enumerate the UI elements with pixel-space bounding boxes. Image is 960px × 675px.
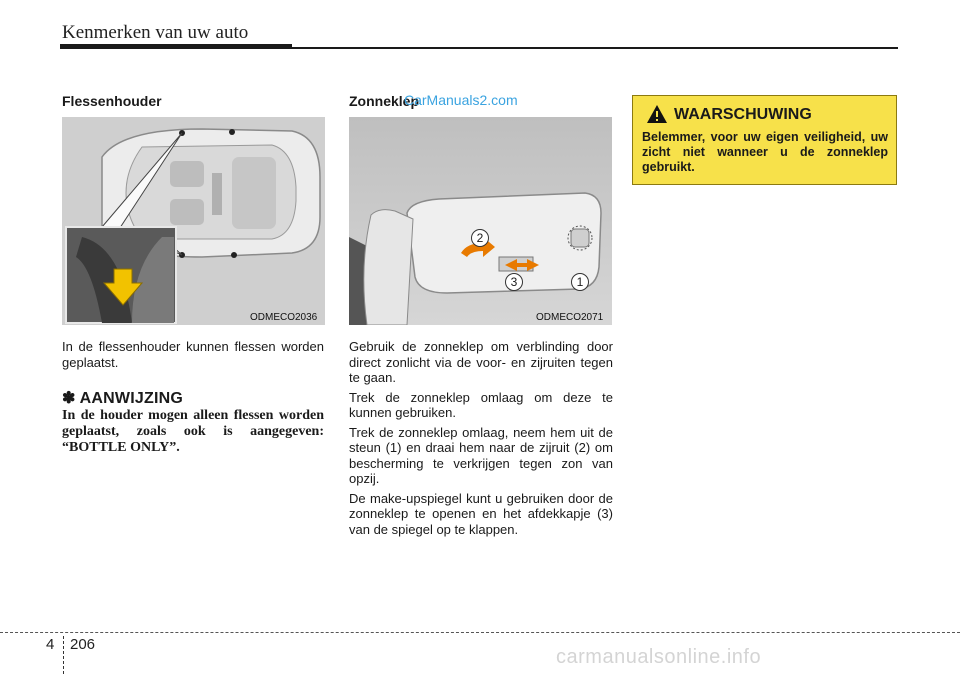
car-topview-illustration	[62, 117, 325, 325]
section-title-bottle-holder: Flessenhouder	[62, 93, 162, 109]
sun-visor-illustration	[349, 117, 612, 325]
section-title-sun-visor: Zonneklep	[349, 93, 420, 109]
watermark-bottom: carmanualsonline.info	[556, 646, 762, 668]
bottle-holder-paragraph	[62, 339, 324, 374]
note-body: In de houder mogen alleen flessen worden geplaatst, zoals ook is aangegeven: “BOTTLE ONLY”.	[62, 408, 324, 455]
footer-dashed-divider	[63, 636, 64, 674]
page-header-title: Kenmerken van uw auto	[62, 22, 249, 43]
sun-visor-text-4: De make-upspiegel kunt u gebruiken door de zonneklep te openen en het afdekkapje (3) van de spiegel op te klappen.	[349, 490, 613, 537]
figure-code-sun-visor: ODMECO2071	[536, 312, 604, 323]
sun-visor-text-2: Trek de zonneklep omlaag om deze te kunnen gebruiken.	[349, 389, 613, 420]
footer-dashed-rule	[0, 632, 960, 633]
callout-3: 3	[505, 273, 523, 291]
sun-visor-text-1: Gebruik de zonneklep om verblinding door direct zonlicht via de voor- en zijruiten tegen te gaan.	[349, 339, 613, 385]
note-star-icon: ✽	[62, 390, 76, 407]
callout-2: 2	[471, 229, 489, 247]
warning-title: WAARSCHUWING	[674, 106, 812, 123]
sun-visor-figure	[349, 117, 612, 325]
sun-visor-paragraphs	[349, 339, 613, 541]
page-number: 206	[70, 636, 96, 653]
bottle-holder-text: In de flessenhouder kunnen flessen worden geplaatst.	[62, 339, 324, 370]
watermark-top: CarManuals2.com	[404, 92, 518, 108]
warning-triangle-icon	[646, 104, 668, 124]
figure-code-bottle-holder: ODMECO2036	[250, 312, 318, 323]
callout-1: 1	[571, 273, 589, 291]
note-title: AANWIJZING	[79, 390, 183, 407]
header-rule-thick	[60, 44, 292, 49]
header-rule-thin	[292, 47, 898, 49]
warning-body: Belemmer, voor uw eigen veiligheid, uw zicht niet wanneer u de zonneklep gebruikt.	[642, 130, 888, 174]
chapter-number: 4	[46, 636, 55, 653]
bottle-holder-figure	[62, 117, 325, 325]
sun-visor-text-3: Trek de zonneklep omlaag, neem hem uit de steun (1) en draai hem naar de zijruit (2) om bescherming te verkrijgen tegen zon van opzij.	[349, 424, 613, 486]
note-heading	[62, 388, 183, 408]
